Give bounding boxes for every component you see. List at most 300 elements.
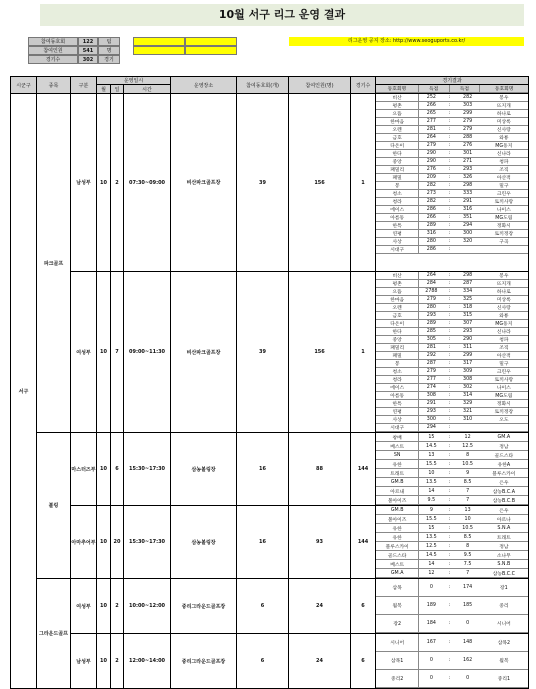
match-row	[376, 288, 528, 296]
match-club1: 비산	[376, 94, 419, 102]
match-score1: 285	[419, 328, 444, 336]
result-cell	[376, 272, 529, 433]
match-colon: :	[443, 328, 455, 336]
sport-cell: 볼링	[37, 433, 71, 579]
match-colon: :	[443, 190, 455, 198]
match-colon: :	[443, 118, 455, 126]
match-colon: :	[443, 312, 455, 320]
summary-unit-games: 경기	[98, 55, 120, 64]
match-row	[376, 496, 528, 505]
highlight-cell	[185, 46, 237, 55]
match-score1: 290	[419, 158, 444, 166]
match-colon: :	[443, 182, 455, 190]
match-club1: 볼아이즈	[376, 496, 419, 505]
sport-cell: 파크골프	[37, 94, 71, 433]
match-colon: :	[443, 206, 455, 214]
people-cell: 88	[289, 433, 351, 506]
match-colon: :	[443, 272, 455, 280]
match-score2: 310	[456, 416, 480, 424]
match-score1: 265	[419, 110, 444, 118]
match-club1: 오렌	[376, 126, 419, 134]
match-row	[376, 433, 528, 442]
match-colon: :	[443, 569, 455, 578]
header-result: 경기결과	[376, 77, 529, 85]
match-colon: :	[443, 166, 455, 174]
match-score2: 7.5	[456, 560, 480, 569]
match-colon: :	[443, 142, 455, 150]
match-club1: 청소	[376, 368, 419, 376]
match-club2: 중리1	[480, 670, 528, 688]
match-score1: 14	[419, 487, 444, 496]
match-score1: 308	[419, 392, 444, 400]
people-cell: 24	[289, 579, 351, 634]
match-score1: 13.5	[419, 533, 444, 542]
match-score2: 7	[456, 487, 480, 496]
match-club1: 창배	[376, 433, 419, 442]
match-row	[376, 134, 528, 142]
match-colon: :	[443, 352, 455, 360]
match-club2: 삼농B.C.C	[480, 569, 528, 578]
match-row	[376, 328, 528, 336]
summary-unit-clubs: 팀	[98, 37, 120, 46]
match-score1: 0	[419, 670, 444, 688]
match-club2: 블루스카이	[480, 469, 528, 478]
match-club2: 청파	[480, 158, 528, 166]
match-score2: 9.5	[456, 551, 480, 560]
match-row	[376, 230, 528, 238]
match-row	[376, 344, 528, 352]
match-club1: 유한	[376, 460, 419, 469]
games-cell: 144	[351, 433, 376, 506]
match-colon: :	[443, 560, 455, 569]
match-club2: 봉우	[480, 272, 528, 280]
match-colon: :	[443, 288, 455, 296]
match-club2: 하나로	[480, 110, 528, 118]
match-score1: 276	[419, 166, 444, 174]
match-score2: 311	[456, 344, 480, 352]
match-score2: 279	[456, 126, 480, 134]
match-score1: 277	[419, 118, 444, 126]
match-club2: 와룡	[480, 312, 528, 320]
match-club2: GM.A	[480, 433, 528, 442]
match-score2: 318	[456, 304, 480, 312]
match-row	[376, 110, 528, 118]
match-score2: 8.5	[456, 478, 480, 487]
match-club2: 신나라	[480, 150, 528, 158]
people-cell: 156	[289, 272, 351, 433]
match-colon: :	[443, 551, 455, 560]
header-club1: 동호회명	[376, 85, 418, 93]
games-cell: 1	[351, 94, 376, 272]
sport-cell: 그라운드골프	[37, 579, 71, 689]
match-club1: 삼목	[376, 579, 419, 597]
match-score2: 293	[456, 166, 480, 174]
match-colon: :	[443, 533, 455, 542]
clubs-cell: 16	[237, 433, 289, 506]
match-club1: 연평	[376, 408, 419, 416]
header-region: 시군구	[11, 77, 37, 94]
match-row	[376, 634, 528, 652]
match-colon: :	[443, 496, 455, 505]
match-club2: 트래트	[480, 533, 528, 542]
match-row	[376, 94, 528, 102]
section-row	[11, 433, 529, 506]
match-club2: 은우	[480, 506, 528, 515]
match-club2: 조직	[480, 166, 528, 174]
match-colon: :	[443, 469, 455, 478]
match-score1: 274	[419, 384, 444, 392]
match-club2: 아산적	[480, 174, 528, 182]
match-club1: 사상	[376, 416, 419, 424]
time-cell: 15:30~17:30	[124, 506, 171, 579]
match-score1: 209	[419, 174, 444, 182]
match-club2: 뜨지개	[480, 102, 528, 110]
match-club2: 와룡	[480, 134, 528, 142]
match-club2: 삼농B.C.A	[480, 487, 528, 496]
match-row	[376, 400, 528, 408]
match-score2: 298	[456, 272, 480, 280]
match-colon: :	[443, 597, 455, 615]
match-colon: :	[443, 478, 455, 487]
match-score2: 299	[456, 110, 480, 118]
match-club1: 시대구	[376, 424, 419, 432]
match-colon: :	[443, 384, 455, 392]
match-club1: 다온이	[376, 320, 419, 328]
match-club2	[480, 246, 528, 254]
match-colon: :	[443, 652, 455, 670]
match-club2: 봉우	[480, 94, 528, 102]
match-row	[376, 190, 528, 198]
result-cell	[376, 579, 529, 634]
match-score1: 10	[419, 469, 444, 478]
match-colon: :	[443, 487, 455, 496]
match-score1: 264	[419, 134, 444, 142]
match-colon: :	[443, 524, 455, 533]
match-score2: 7	[456, 569, 480, 578]
match-score1: 293	[419, 312, 444, 320]
match-colon: :	[443, 222, 455, 230]
match-colon: :	[443, 634, 455, 652]
match-club1: 아름동	[376, 214, 419, 222]
match-score2: 13	[456, 506, 480, 515]
match-club1: 한다	[376, 328, 419, 336]
match-colon: :	[443, 424, 455, 432]
match-score1: 15.5	[419, 460, 444, 469]
match-club2: 신사랑	[480, 126, 528, 134]
match-club1: 패밀리	[376, 166, 419, 174]
match-row	[376, 198, 528, 206]
venue-cell: 비산파크골프장	[171, 272, 237, 433]
match-club2: 정남	[480, 542, 528, 551]
match-colon: :	[443, 344, 455, 352]
match-score1: 9	[419, 506, 444, 515]
clubs-cell: 6	[237, 634, 289, 689]
match-score2: 309	[456, 368, 480, 376]
match-score2: 307	[456, 320, 480, 328]
section-row	[11, 579, 529, 634]
match-club1: 에이스	[376, 384, 419, 392]
match-row	[376, 376, 528, 384]
people-cell: 93	[289, 506, 351, 579]
match-colon: :	[443, 408, 455, 416]
match-club2: S.N.A	[480, 524, 528, 533]
match-score2: 9	[456, 469, 480, 478]
match-colon: :	[443, 198, 455, 206]
match-club1: 월복	[376, 597, 419, 615]
match-score1: 184	[419, 615, 444, 633]
match-score1: 0	[419, 579, 444, 597]
summary-value-clubs: 122	[78, 37, 98, 46]
match-score1: 289	[419, 222, 444, 230]
match-colon: :	[443, 542, 455, 551]
match-club2: 소나무	[480, 551, 528, 560]
highlight-cell	[133, 46, 185, 55]
time-cell: 07:30~09:00	[124, 94, 171, 272]
match-score2: 314	[456, 392, 480, 400]
summary-value-people: 541	[78, 46, 98, 55]
match-club2: 조직	[480, 344, 528, 352]
match-score1: 291	[419, 400, 444, 408]
match-row	[376, 126, 528, 134]
match-club1: 패밀리	[376, 344, 419, 352]
page-title: 10월 서구 리그 운영 결과	[40, 4, 524, 26]
match-row	[376, 424, 528, 432]
match-club1: 장2	[376, 615, 419, 633]
match-club1: 시대구	[376, 246, 419, 254]
match-colon: :	[443, 442, 455, 451]
summary-label-clubs: 참여동호회	[28, 37, 78, 46]
match-row	[376, 515, 528, 524]
match-club1: 비산	[376, 272, 419, 280]
match-score2: 325	[456, 296, 480, 304]
match-score1: 14	[419, 560, 444, 569]
match-row	[376, 560, 528, 569]
match-club2: 은우	[480, 478, 528, 487]
match-score1: 286	[419, 246, 444, 254]
match-club2: 토끼사랑	[480, 376, 528, 384]
match-score1: 12	[419, 569, 444, 578]
match-club2: 토끼정장	[480, 230, 528, 238]
match-score1: 281	[419, 344, 444, 352]
match-club1: 한다	[376, 150, 419, 158]
match-club1: 한마음	[376, 118, 419, 126]
match-club2: 나이스	[480, 206, 528, 214]
match-score2: 0	[456, 615, 480, 633]
games-cell: 144	[351, 506, 376, 579]
match-club1: 중앙	[376, 158, 419, 166]
result-cell	[376, 433, 529, 506]
match-club2: 정남	[480, 442, 528, 451]
match-score1: 282	[419, 198, 444, 206]
match-club2: 시니어	[480, 615, 528, 633]
match-colon: :	[443, 296, 455, 304]
match-colon: :	[443, 158, 455, 166]
match-club2: 삼목2	[480, 634, 528, 652]
match-score2: 334	[456, 288, 480, 296]
section-row	[11, 272, 529, 433]
match-club1: 청라	[376, 376, 419, 384]
month-cell: 10	[97, 634, 111, 689]
region-cell: 서구	[11, 94, 37, 689]
match-row	[376, 460, 528, 469]
match-club1: 유한	[376, 524, 419, 533]
result-cell	[376, 94, 529, 272]
match-score2: 12	[456, 433, 480, 442]
header-sport: 종목	[37, 77, 71, 94]
match-colon: :	[443, 230, 455, 238]
header-month: 월	[97, 85, 111, 94]
match-club2: 신사랑	[480, 304, 528, 312]
match-score1: 14.5	[419, 442, 444, 451]
header-score1: 득점	[418, 85, 449, 93]
match-row	[376, 352, 528, 360]
header-club2: 동호회명	[480, 85, 528, 93]
match-club2: 밀구	[480, 360, 528, 368]
match-row	[376, 238, 528, 246]
match-colon: :	[443, 246, 455, 254]
match-row	[376, 451, 528, 460]
match-row	[376, 336, 528, 344]
match-club1: 베스트	[376, 442, 419, 451]
match-colon: :	[443, 238, 455, 246]
match-club1: 골드스타	[376, 551, 419, 560]
match-score1: 273	[419, 190, 444, 198]
match-score1: 286	[419, 206, 444, 214]
match-colon: :	[443, 110, 455, 118]
match-colon: :	[443, 615, 455, 633]
match-club2: 오도	[480, 416, 528, 424]
match-row	[376, 102, 528, 110]
header-period: 운영일시	[97, 77, 171, 85]
section-row	[11, 634, 529, 689]
summary-unit-people: 명	[98, 46, 120, 55]
match-club2: 하나로	[480, 288, 528, 296]
header-venue: 운영장소	[171, 77, 237, 94]
header-row	[11, 77, 529, 85]
time-cell: 15:30~17:30	[124, 433, 171, 506]
games-cell: 6	[351, 634, 376, 689]
match-colon: :	[443, 102, 455, 110]
games-cell: 6	[351, 579, 376, 634]
month-cell: 10	[97, 433, 111, 506]
match-club1: 중앙	[376, 336, 419, 344]
match-club2: 토끼정장	[480, 408, 528, 416]
venue-cell: 삼농볼링장	[171, 433, 237, 506]
match-score2: 271	[456, 158, 480, 166]
match-score2: 287	[456, 280, 480, 288]
match-score1: 305	[419, 336, 444, 344]
match-row	[376, 506, 528, 515]
match-score1: 13.5	[419, 478, 444, 487]
match-score2: 148	[456, 634, 480, 652]
match-score1: 290	[419, 150, 444, 158]
match-club1: 아르내	[376, 487, 419, 496]
match-row	[376, 272, 528, 280]
match-row	[376, 222, 528, 230]
match-colon: :	[443, 150, 455, 158]
header-division: 구분	[71, 77, 97, 94]
match-row	[376, 533, 528, 542]
match-score1: 14.5	[419, 551, 444, 560]
match-score2: 7	[456, 496, 480, 505]
month-cell: 10	[97, 579, 111, 634]
month-cell: 10	[97, 506, 111, 579]
match-club2: 정화시	[480, 400, 528, 408]
match-colon: :	[443, 400, 455, 408]
match-score2: 294	[456, 222, 480, 230]
match-club1: 패밀	[376, 174, 419, 182]
match-score2: 301	[456, 150, 480, 158]
match-score1: 284	[419, 280, 444, 288]
match-score2: 298	[456, 182, 480, 190]
match-club1: 다온이	[376, 142, 419, 150]
match-score2: 10.5	[456, 524, 480, 533]
match-score1: 167	[419, 634, 444, 652]
venue-cell: 중리그라운드골프장	[171, 634, 237, 689]
match-row	[376, 150, 528, 158]
match-score2: 0	[456, 670, 480, 688]
match-row	[376, 442, 528, 451]
match-score2	[456, 246, 480, 254]
time-cell: 09:00~11:30	[124, 272, 171, 433]
clubs-cell: 6	[237, 579, 289, 634]
match-score2: 315	[456, 312, 480, 320]
division-cell: 여성부	[71, 579, 97, 634]
highlight-cell	[185, 37, 237, 46]
match-score1: 279	[419, 142, 444, 150]
match-club1: 금호	[376, 134, 419, 142]
match-score1: 292	[419, 352, 444, 360]
match-club1: 트래트	[376, 469, 419, 478]
match-colon: :	[443, 368, 455, 376]
match-score2: 317	[456, 360, 480, 368]
match-score1: 282	[419, 182, 444, 190]
match-row	[376, 416, 528, 424]
match-score2: 291	[456, 198, 480, 206]
division-cell: 마스터즈부	[71, 433, 97, 506]
match-row	[376, 524, 528, 533]
match-score2: 279	[456, 118, 480, 126]
match-score2: 282	[456, 94, 480, 102]
match-club2: 나이스	[480, 384, 528, 392]
match-score1: 300	[419, 416, 444, 424]
header-clubs: 참여동호회(개)	[237, 77, 289, 94]
day-cell: 2	[111, 579, 124, 634]
match-row	[376, 246, 528, 254]
match-score1: 264	[419, 272, 444, 280]
match-row	[376, 670, 528, 688]
match-score2: 162	[456, 652, 480, 670]
match-club1: 베스트	[376, 560, 419, 569]
match-club1: 으뜸	[376, 288, 419, 296]
match-score1: 281	[419, 126, 444, 134]
match-club2: 뜨지개	[480, 280, 528, 288]
match-score2: 185	[456, 597, 480, 615]
match-row	[376, 320, 528, 328]
match-score1: 280	[419, 304, 444, 312]
match-score2: 290	[456, 336, 480, 344]
match-colon: :	[443, 392, 455, 400]
match-club2: 삼농B.C.B	[480, 496, 528, 505]
match-score2: 276	[456, 142, 480, 150]
match-club2: MG동지	[480, 142, 528, 150]
month-cell: 10	[97, 94, 111, 272]
match-club2: 크린우	[480, 190, 528, 198]
match-club2: 미상록	[480, 118, 528, 126]
header-result-columns	[376, 85, 529, 94]
match-score2: 293	[456, 328, 480, 336]
day-cell: 2	[111, 94, 124, 272]
